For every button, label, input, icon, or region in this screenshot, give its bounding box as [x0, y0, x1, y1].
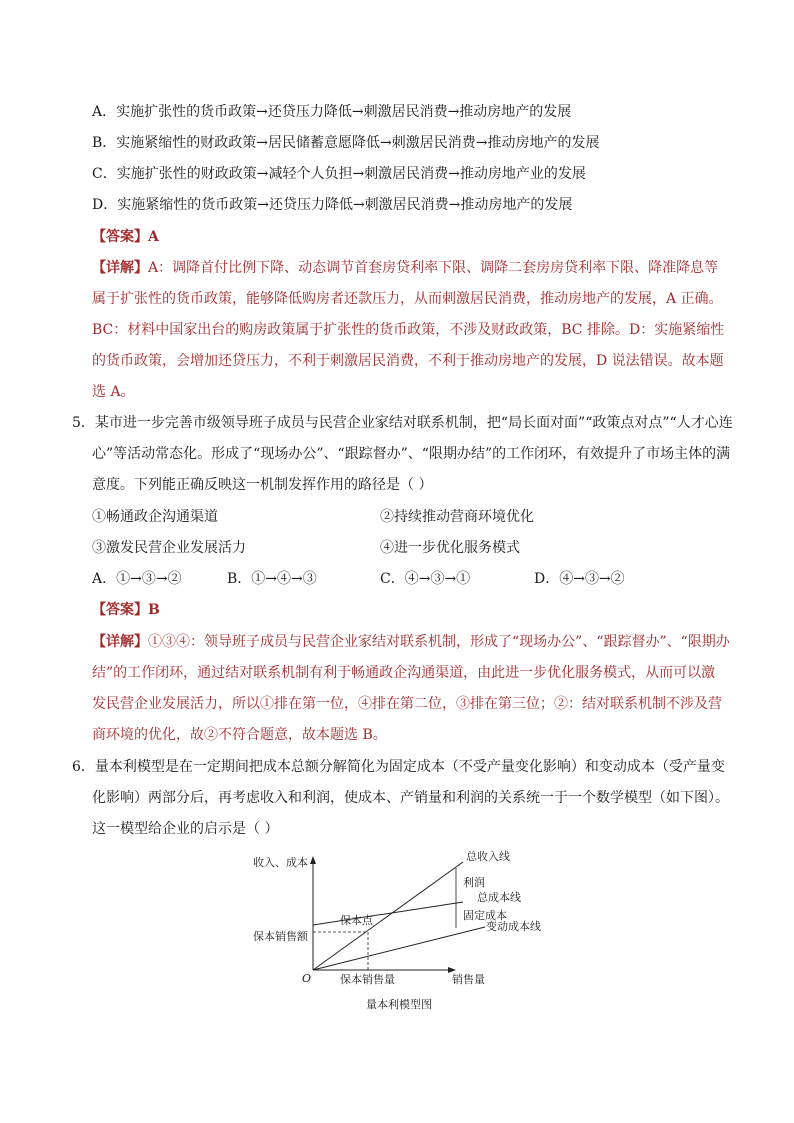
q5-answer-value: B [148, 602, 160, 618]
q4-detail-line-1 [92, 258, 718, 278]
q4-option-d: D．实施紧缩性的货币政策→还贷压力降低→刺激居民消费→推动房地产的发展 [92, 197, 573, 213]
breakeven-diagram [0, 840, 794, 1040]
q5-item-3: ③激发民营企业发展活力 [92, 540, 246, 556]
q4-option-c: C．实施扩张性的财政政策→减轻个人负担→刺激居民消费→推动房地产业的发展 [92, 166, 586, 182]
q5-answer [92, 600, 160, 620]
q5-choice-b: B．①→④→③ [227, 571, 317, 587]
q5-stem-line-2: 心”等活动常态化。形成了“现场办公”、“跟踪督办”、“限期办结”的工作闭环，有效提升了市场主体的满 [92, 446, 731, 462]
total-cost-label: 总成本线 [477, 891, 521, 904]
variable-cost-label: 变动成本线 [486, 920, 541, 933]
q4-option-b: B．实施紧缩性的财政政策→居民储蓄意愿降低→刺激居民消费→推动房地产的发展 [92, 135, 600, 151]
q6-stem-line-1: 6．量本利模型是在一定期间把成本总额分解简化为固定成本（不受产量变化影响）和变动成本（受产量变 [72, 759, 725, 775]
q5-choice-c: C．④→③→① [380, 571, 471, 587]
q5-detail-line-4: 商环境的优化，故②不符合题意，故本题选 B。 [92, 727, 387, 743]
breakeven-sales-volume-label: 保本销售量 [340, 973, 395, 986]
q5-detail-line-3: 发民营企业发展活力，所以①排在第一位，④排在第二位，③排在第三位；②：结对联系机制不涉及营 [92, 696, 722, 712]
figure-caption: 量本利模型图 [366, 998, 432, 1011]
q4-answer [92, 227, 159, 247]
q5-item-2: ②持续推动营商环境优化 [380, 509, 534, 525]
total-cost-line [313, 902, 463, 925]
q4-answer-value: A [148, 229, 159, 245]
q5-stem-line-3: 意度。下列能正确反映这一机制发挥作用的路径是（ ） [92, 477, 433, 493]
q6-stem-line-3: 这一模型给企业的启示是（ ） [92, 821, 279, 837]
q4-detail-line-4: 的货币政策，会增加还贷压力，不利于刺激居民消费，不利于推动房地产的发展，D 说法错误。故本题 [92, 353, 724, 369]
x-axis-label: 销售量 [452, 973, 485, 986]
q4-detail-line-5: 选 A。 [92, 384, 135, 400]
profit-label: 利润 [463, 876, 485, 889]
y-axis-label: 收入、成本 [253, 856, 308, 869]
q4-detail-line-2: 属于扩张性的货币政策，能够降低购房者还款压力，从而刺激居民消费，推动房地产的发展，A 正确。 [92, 291, 723, 307]
q5-item-1: ①畅通政企沟通渠道 [92, 509, 218, 525]
variable-cost-line [313, 927, 485, 970]
q5-detail-line-1 [92, 632, 730, 652]
q6-stem-line-2: 化影响）两部分后，再考虑收入和利润，使成本、产销量和利润的关系统一于一个数学模型（如下图）。 [92, 790, 729, 806]
q4-answer-label: 【答案】 [92, 229, 148, 245]
q5-choice-a: A．①→③→② [92, 571, 182, 587]
q4-option-a: A．实施扩张性的货币政策→还贷压力降低→刺激居民消费→推动房地产的发展 [92, 104, 572, 120]
q5-answer-label: 【答案】 [92, 602, 148, 618]
breakeven-sales-amount-label: 保本销售额 [253, 930, 308, 943]
origin-label: O [302, 972, 312, 985]
q5-detail-line-2: 结”的工作闭环，通过结对联系机制有利于畅通政企沟通渠道，由此进一步优化服务模式，从而可以激 [92, 665, 716, 681]
fixed-cost-label: 固定成本 [463, 909, 507, 922]
breakeven-point-label: 保本点 [340, 914, 373, 927]
q4-detail-text-1: A：调降首付比例下降、动态调节首套房贷利率下限、调降二套房房贷利率下限、降准降息等 [148, 260, 719, 276]
q4-detail-label: 【详解】 [92, 260, 148, 276]
y-axis-arrow [310, 856, 316, 864]
q5-detail-label: 【详解】 [92, 634, 148, 650]
total-revenue-line [313, 862, 463, 970]
q5-detail-text-1: ①③④：领导班子成员与民营企业家结对联系机制，形成了“现场办公”、“跟踪督办”、“限期办 [148, 634, 730, 650]
q5-item-4: ④进一步优化服务模式 [380, 540, 520, 556]
total-revenue-label: 总收入线 [466, 850, 510, 863]
q5-choice-d: D．④→③→② [534, 571, 625, 587]
q5-stem-line-1: 5．某市进一步完善市级领导班子成员与民营企业家结对联系机制，把“局长面对面”“政策点对点”“人才心连 [72, 415, 733, 431]
q4-detail-line-3: BC：材料中国家出台的购房政策属于扩张性的货币政策，不涉及财政政策，BC 排除。D：实施紧缩性 [92, 322, 725, 338]
